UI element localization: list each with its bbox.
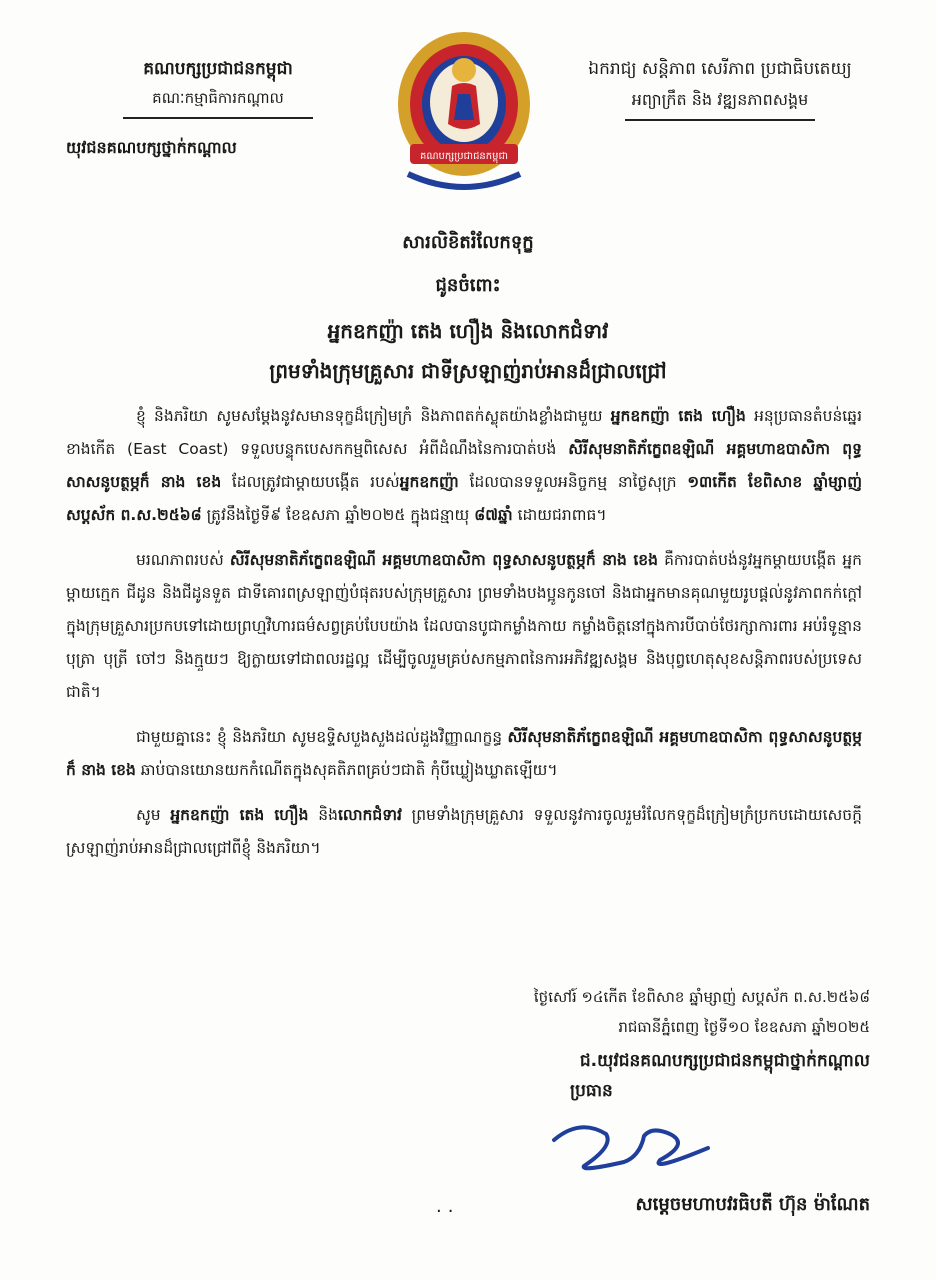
header-right-divider — [625, 119, 815, 121]
signatory-org-name: ជ.យុវជនគណបក្សប្រជាជនកម្ពុជាថ្នាក់កណ្ដាល — [579, 1051, 870, 1071]
logo-banner-text: គណបក្សប្រជាជនកម្ពុជា — [420, 151, 508, 162]
letter-date — [400, 982, 870, 1042]
committee-name: គណៈកម្មាធិការកណ្ដាល — [152, 89, 284, 107]
signatory-role: ប្រធាន — [570, 1081, 613, 1101]
header-left — [58, 58, 378, 161]
party-name: គណបក្សប្រជាជនកម្ពុជា — [143, 59, 293, 79]
handwritten-signature-icon — [540, 1112, 720, 1182]
party-logo — [388, 24, 540, 194]
national-motto: ឯករាជ្យ សន្តិភាព សេរីភាព ប្រជាធិបតេយ្យ — [588, 59, 852, 79]
title-line-4: ព្រមទាំងក្រុមគ្រួសារ ជាទីស្រឡាញ់រាប់អានដ៏ជ្រាលជ្រៅ — [269, 359, 667, 383]
party-emblem-icon — [388, 24, 540, 194]
signatory-org — [400, 1046, 870, 1106]
solar-date: រាជធានីភ្នំពេញ ថ្ងៃទី១០ ខែឧសភា ឆ្នាំ២០២៥ — [618, 1018, 870, 1036]
title-line-2: ជូនចំពោះ — [435, 275, 501, 296]
paragraph-4: សូម អ្នកឧកញ៉ា តេង ហឿង និងលោកជំទាវ ព្រមទាំងក្រុមគ្រួសារ ទទួលនូវការចូលរួមរំលែកទុក្ខដ៏ក្រៀមក្រំប្រកបដោយសេចក្ដីស្រឡាញ់រាប់អានដ៏ជ្រាលជ្រៅពីខ្ញុំ និងភរិយា។ — [66, 806, 862, 857]
letter-body — [66, 400, 862, 877]
national-motto-2: អព្យាក្រឹត និង វឌ្ឍនភាពសង្គម — [631, 90, 809, 109]
signatory-name: សម្ដេចមហាបវរធិបតី ហ៊ុន ម៉ាណែត — [635, 1194, 870, 1215]
title-line-3: អ្នកឧកញ៉ា តេង ហឿង និងលោកជំទាវ — [327, 319, 609, 343]
header-right — [560, 58, 880, 121]
decorative-dots: .. — [436, 1196, 460, 1217]
youth-committee-name: យុវជនគណបក្សថ្នាក់កណ្ដាល — [66, 138, 237, 157]
paragraph-2: មរណភាពរបស់ សិរីសុមនាតិភ័ក្ខេពឧឡិណី អគ្គមហាឧបាសិកា ពុទ្ធសាសនូបត្ថម្ភក៏ នាង ខេង គឺការបាត់បង់នូវអ្នកម្ដាយបង្កើត អ្នកម្ដាយក្មេក ជីដូន និងជីដូនទួត ជាទីគោរពស្រឡាញ់បំផុតរបស់ក្រុមគ្រួសារ ព្រមទាំងបងប្អូនកូនចៅ និងជាអ្នកមានគុណមួយរូបផ្ដល់នូវភាពកក់ក្ដៅក្នុងក្រុមគ្រួសារប្រកបទៅដោយព្រហ្មវិហារធម៌សព្វគ្រប់បែបយ៉ាង ដែលបានបូជាកម្លាំងកាយ កម្លាំងចិត្តនៅក្នុងការបីបាច់ថែរក្សាការពារ អប់រំទូន្មាន បុត្រា បុត្រី ចៅៗ និងក្មួយៗ ឱ្យក្លាយទៅជាពលរដ្ឋល្អ ដើម្បីចូលរួមគ្រប់សកម្មភាពនៃការអភិវឌ្ឍសង្គម និងបុព្វហេតុសុខសន្តិភាពរបស់ប្រទេសជាតិ។ — [66, 551, 862, 701]
header-left-divider — [123, 117, 313, 119]
paragraph-3: ជាមួយគ្នានេះ ខ្ញុំ និងភរិយា សូមឧទ្ទិសបួងសួងដល់ដួងវិញ្ញាណក្ខន្ធ សិរីសុមនាតិភ័ក្ខេពឧឡិណី អគ្គមហាឧបាសិកា ពុទ្ធសាសនូបត្ថម្ភក៏ នាង ខេង ឆាប់បានយោនយកកំណើតក្នុងសុគតិភពគ្រប់ៗជាតិ កុំបីឃ្លៀងឃ្លាតឡើយ។ — [66, 728, 862, 779]
letter-title — [0, 230, 936, 388]
title-line-1: សារលិខិតរំលែកទុក្ខ — [402, 232, 534, 253]
lunar-date: ថ្ងៃសៅរ៍ ១៤កើត ខែពិសាខ ឆ្នាំម្សាញ់ សប្តស័ក ព.ស.២៥៦៨ — [533, 988, 870, 1006]
paragraph-1: ខ្ញុំ និងភរិយា សូមសម្តែងនូវសមានទុក្ខដ៏ក្រៀមក្រំ និងភាពតក់ស្លុតយ៉ាងខ្លាំងជាមួយ អ្នកឧកញ៉ា តេង ហឿង អនុប្រធានតំបន់ឆ្នេរខាងកើត (East Coast) ទទួលបន្ទុកបេសកកម្មពិសេស អំពីដំណឹងនៃការបាត់បង់ សិរីសុមនាតិភ័ក្ខេពឧឡិណី អគ្គមហាឧបាសិកា ពុទ្ធសាសនូបត្ថម្ភក៏ នាង ខេង ដែលត្រូវជាម្ដាយបង្កើត របស់អ្នកឧកញ៉ា ដែលបានទទួលអនិច្ចកម្ម នាថ្ងៃសុក្រ ១៣កើត ខែពិសាខ ឆ្នាំម្សាញ់ សប្តស័ក ព.ស.២៥៦៨ ត្រូវនឹងថ្ងៃទី៩ ខែឧសភា ឆ្នាំ២០២៥ ក្នុងជន្មាយុ ៨៧ឆ្នាំ ដោយជរាពាធ។ — [66, 407, 862, 524]
